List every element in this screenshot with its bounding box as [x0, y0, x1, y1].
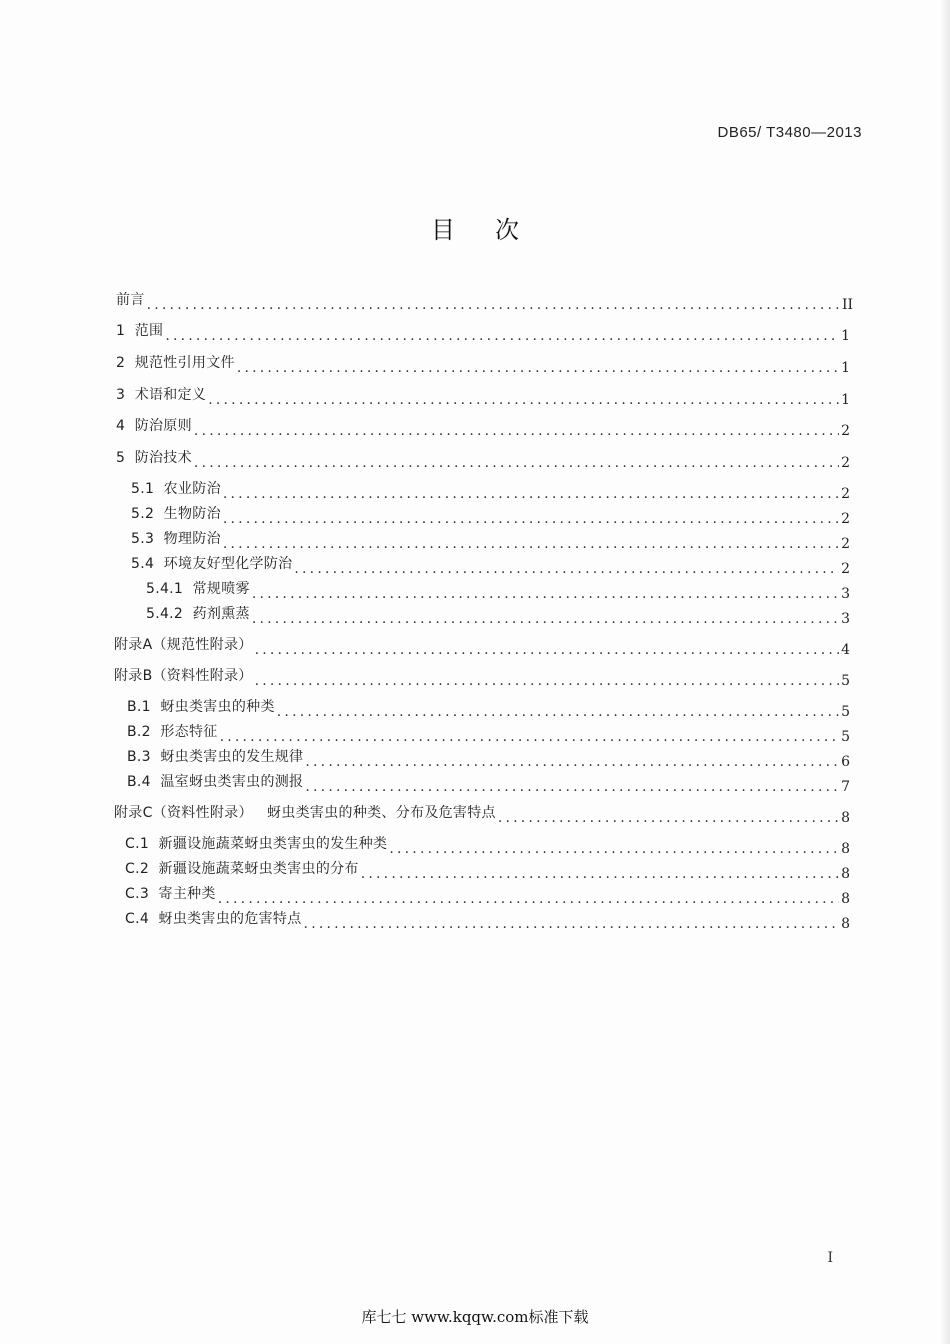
toc-entry-label: 1 范围: [116, 323, 164, 339]
toc-entry-c-4[interactable]: [125, 910, 850, 932]
toc-entry-1[interactable]: [116, 322, 850, 344]
toc-page-number: 2: [841, 561, 850, 577]
toc-page-number: 4: [841, 642, 850, 658]
toc-entry-label: C.4 蚜虫类害虫的危害特点: [125, 911, 302, 927]
toc-entry-label: B.2 形态特征: [127, 724, 218, 740]
toc-page-number: 5: [841, 673, 850, 689]
toc-page-number: 8: [841, 916, 850, 932]
toc-leader-dots: [194, 454, 839, 472]
toc-page-number: 6: [841, 754, 850, 770]
toc-entry-5-4-2[interactable]: [146, 605, 850, 627]
toc-entry-b-2[interactable]: [127, 723, 850, 745]
toc-entry-label: B.3 蚜虫类害虫的发生规律: [127, 749, 304, 765]
toc-page-number: 3: [841, 611, 850, 627]
toc-entry-5-1[interactable]: [131, 480, 850, 502]
toc-entry-5-2[interactable]: [131, 505, 850, 527]
toc-leader-dots: [165, 327, 839, 345]
toc-page-number: 2: [841, 511, 850, 527]
toc-entry-2[interactable]: [116, 354, 850, 376]
toc-page-number: 1: [841, 360, 850, 376]
toc-entry-b-1[interactable]: [127, 698, 850, 720]
toc-entry-3[interactable]: [116, 386, 850, 408]
toc-leader-dots: [252, 610, 839, 628]
toc-page-number: 5: [841, 704, 850, 720]
toc-page-number: II: [841, 297, 853, 313]
toc-entry-label: B.1 蚜虫类害虫的种类: [127, 699, 275, 715]
toc-page-number: 2: [841, 455, 850, 471]
toc-page-number: 8: [841, 891, 850, 907]
toc-leader-dots: [223, 510, 839, 528]
toc-entry-label: 2 规范性引用文件: [116, 355, 235, 371]
toc-leader-dots: [194, 422, 839, 440]
toc-page-number: 5: [841, 729, 850, 745]
toc-page-number: 2: [841, 423, 850, 439]
toc-entry-label: 5.4.1 常规喷雾: [146, 581, 250, 597]
toc-leader-dots: [304, 915, 840, 933]
toc-page-number: 8: [841, 866, 850, 882]
toc-entry-label: 5.4.2 药剂熏蒸: [146, 606, 250, 622]
toc-entry-label: 附录B（资料性附录）: [114, 668, 253, 684]
toc-leader-dots: [361, 865, 839, 883]
toc-leader-dots: [294, 560, 839, 578]
toc-entry-label: 附录C（资料性附录） 蚜虫类害虫的种类、分布及危害特点: [114, 805, 496, 821]
toc-entry-foreword[interactable]: [116, 291, 853, 313]
toc-entry-label: C.1 新疆设施蔬菜蚜虫类害虫的发生种类: [125, 836, 388, 852]
toc-page-number: 2: [841, 536, 850, 552]
toc-entry-label: 前言: [116, 292, 145, 308]
toc-title: 目次: [431, 216, 559, 244]
toc-entry-label: 5 防治技术: [116, 450, 192, 466]
toc-leader-dots: [389, 840, 839, 858]
toc-entry-label: C.2 新疆设施蔬菜蚜虫类害虫的分布: [125, 861, 359, 877]
toc-leader-dots: [305, 753, 839, 771]
toc-page-number: 1: [841, 328, 850, 344]
page-number: I: [827, 1250, 833, 1266]
toc-entry-4[interactable]: [116, 417, 850, 439]
toc-page-number: 2: [841, 486, 850, 502]
toc-leader-dots: [255, 672, 839, 690]
toc-entry-5-3[interactable]: [131, 530, 850, 552]
toc-leader-dots: [223, 535, 839, 553]
site-watermark: 库七七 www.kqqw.com标准下载: [361, 1308, 589, 1326]
toc-entry-label: 4 防治原则: [116, 418, 192, 434]
toc-page-number: 8: [841, 841, 850, 857]
toc-entry-b-4[interactable]: [127, 773, 850, 795]
toc-entry-appendix-b[interactable]: [114, 667, 850, 689]
toc-entry-label: 附录A（规范性附录）: [114, 637, 253, 653]
toc-entry-label: 5.3 物理防治: [131, 531, 221, 547]
toc-entry-label: 3 术语和定义: [116, 387, 207, 403]
toc-leader-dots: [277, 703, 839, 721]
toc-leader-dots: [237, 359, 839, 377]
toc-entry-appendix-c[interactable]: [114, 804, 850, 826]
toc-entry-c-1[interactable]: [125, 835, 850, 857]
toc-entry-5-4[interactable]: [131, 555, 850, 577]
toc-page-number: 1: [841, 392, 850, 408]
toc-leader-dots: [218, 890, 839, 908]
toc-entry-appendix-a[interactable]: [114, 636, 850, 658]
toc-entry-5[interactable]: [116, 449, 850, 471]
toc-leader-dots: [220, 728, 840, 746]
toc-leader-dots: [305, 778, 839, 796]
toc-leader-dots: [255, 641, 840, 659]
toc-entry-label: B.4 温室蚜虫类害虫的测报: [127, 774, 304, 790]
toc-entry-label: 5.4 环境友好型化学防治: [131, 556, 293, 572]
toc-page-number: 7: [841, 779, 850, 795]
toc-leader-dots: [252, 585, 839, 603]
document-code: DB65/ T3480—2013: [717, 124, 862, 141]
toc-leader-dots: [147, 296, 840, 314]
toc-page-number: 3: [841, 586, 850, 602]
toc-entry-c-2[interactable]: [125, 860, 850, 882]
toc-entry-label: 5.1 农业防治: [131, 481, 221, 497]
toc-page-number: 8: [841, 810, 850, 826]
toc-leader-dots: [498, 809, 839, 827]
toc-entry-b-3[interactable]: [127, 748, 850, 770]
toc-entry-5-4-1[interactable]: [146, 580, 850, 602]
toc-entry-c-3[interactable]: [125, 885, 850, 907]
toc-leader-dots: [223, 485, 839, 503]
toc-entry-label: 5.2 生物防治: [131, 506, 221, 522]
toc-leader-dots: [208, 391, 839, 409]
toc-entry-label: C.3 寄主种类: [125, 886, 216, 902]
